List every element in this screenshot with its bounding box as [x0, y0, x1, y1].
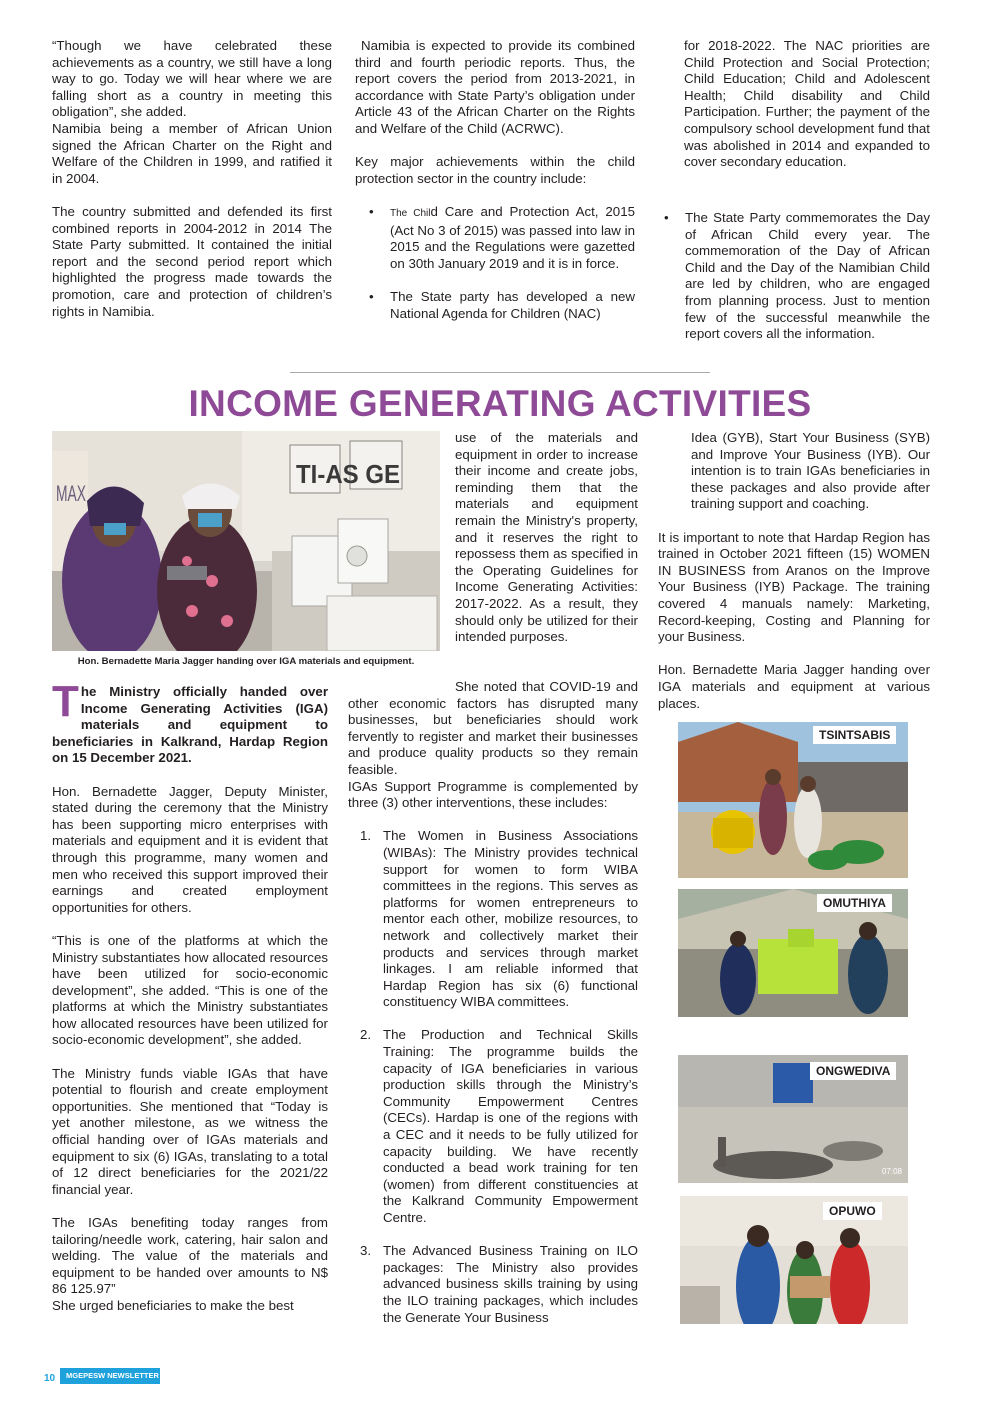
achievements-list [355, 204, 635, 322]
main-photo [52, 431, 440, 651]
location-label: OPUWO [823, 1202, 882, 1220]
photo-tsintsabis [678, 722, 908, 878]
article-column-2 [348, 679, 638, 1326]
headline: INCOME GENERATING ACTIVITIES [188, 383, 812, 424]
location-label: OMUTHIYA [817, 894, 892, 912]
paragraph: “Though we have celebrated these achievements as a country, we still have a long way to go. Today we will hear where we are falling short as a country in meeting this obligation”, she added. [52, 38, 332, 120]
paragraph: for 2018-2022. The NAC priorities are Child Protection and Social Protection; Child Education; Child and Adolescent Health; Child disability and Child Participation. Further; the payment of the compulsory school development fund that was abolished in 2014 and expanded to cover secondary education. [684, 38, 930, 170]
top-column-2 [355, 38, 639, 322]
photo-illustration [678, 722, 908, 878]
top-column-1 [52, 38, 332, 320]
list-item-text: d Care and Protection Act, 2015 (Act No 3 of 2015) was passed into law in 2015 and the Regulations were gazetted on 30th January 2019 and it is in force. [390, 203, 635, 271]
list-item-text: The Production and Technical Skills Training: The programme builds the capacity of IGA beneficiaries in various production skills through the Ministry’s Community Empowerment Centres (CECs). Hardap is one of the regions with a CEC and it needs to be fully utilized for capacity building. We have recently conducted a bead work training for ten (women) from different constituencies at the Kalkrand Community Empowerment Centre. [383, 1027, 638, 1225]
paragraph: The Ministry funds viable IGAs that have potential to flourish and create employment opportunities. She mentioned that “Today is yet another milestone, as we witness the official handing over of IGAs materials and equipment to six (6) IGAs, translating to a total of 12 direct beneficiaries for the 2021/22 financial year. [52, 1065, 328, 1197]
list-item-small: The Chil [390, 207, 431, 219]
paragraph: Key major achievements within the child protection sector in the country include: [355, 154, 635, 186]
list-item [348, 1027, 638, 1226]
page-number: 10 [44, 1373, 56, 1384]
list-item [355, 289, 635, 322]
divider [290, 372, 710, 373]
list-item: • The State Party commemorates the Day of African Child every year. The commemoration of the Day of African Child and the Day of the Namibian Child are led by children, who are engaged from planning process. Just to mention few of the successful meanwhile the report covers all the information. [650, 210, 930, 343]
wall-letters: MAX [56, 481, 87, 506]
list-item [348, 1243, 638, 1326]
top-column-3 [684, 38, 930, 171]
newsletter-badge: MGEPESW NEWSLETTER [60, 1368, 160, 1384]
paragraph: Hon. Bernadette Jagger, Deputy Minister, stated during the ceremony that the Ministry has been supporting micro enterprises with materials and equipment and it is evident that through this programme, many women and men who received this support improved their earnings and created employment opportunities for others. [52, 783, 328, 915]
paragraph: It is important to note that Hardap Region has trained in October 2021 fifteen (15) WOMEN IN BUSINESS from Aranos on the Improve Your Business (IYB) Package. The training covered 4 manuals namely: Marketing, Record-keeping, Costing and Planning for your Business. [658, 529, 930, 645]
list-item-text: The State party has developed a new National Agenda for Children (NAC) [390, 288, 635, 321]
list-number: 2. [360, 1027, 372, 1043]
list-item-text: The Women in Business Associations (WIBAs): The Ministry provides technical support for women to form WIBA committees in the regions. This serves as platforms for women entrepreneurs to mentor each other, mobilize resources, to network and collectively market their products and services through market linkages. I am reliable informed that Hardap Region has six (6) functional constituency WIBA committees. [383, 828, 638, 1010]
paragraph: IGAs Support Programme is complemented by three (3) other interventions, these includes: [348, 778, 638, 811]
top-column-3-bullets [650, 210, 930, 343]
location-label: TSINTSABIS [813, 726, 896, 744]
paragraph: Hon. Bernadette Maria Jagger handing over IGA materials and equipment at various places. [658, 662, 930, 711]
paragraph: Namibia being a member of African Union signed the African Charter on the Right and Welfare of the Children in 1999, and ratified it in 2004. [52, 120, 332, 186]
article-column-2-top [455, 430, 638, 646]
paragraph: Idea (GYB), Start Your Business (SYB) and Improve Your Business (IYB). Our intention is to train IGAs beneficiaries in these packages and also provide after training support and coaching. [691, 430, 930, 512]
paragraph: use of the materials and equipment in order to increase their income and create jobs, reminding them that the materials and equipment remain the Ministry's property, and it reserves the right to repossess them as specified in the Operating Guidelines for Income Generating Activities: 2017-2022. As a result, they should only be utilized for their intended purposes. [455, 430, 638, 645]
main-photo-illustration [52, 431, 440, 651]
location-label: ONGWEDIVA [810, 1062, 896, 1080]
list-item-text: The Advanced Business Training on ILO packages: The Ministry also provides advanced business skills training by using the ILO training packages, which includes the Generate Your Business [383, 1243, 638, 1325]
photo-timestamp: 07:08 [881, 1167, 902, 1176]
paragraph: Namibia is expected to provide its combined third and fourth periodic reports. Thus, the report covers the period from 2013-2021, in accordance with State Party’s obligation under Article 43 of the African Charter on the Rights and Welfare of the Child (ACRWC). [355, 38, 639, 136]
list-item [355, 204, 635, 272]
lead-text: he Ministry officially handed over Income Generating Activities (IGA) materials and equipment to beneficiaries in Kalkrand, Hardap Region on 15 December 2021. [52, 684, 328, 766]
list-item [348, 828, 638, 1011]
sign-letters: TI-AS GE [296, 459, 400, 489]
paragraph: The country submitted and defended its first combined reports in 2004-2012 in 2014 The State Party submitted. It contained the initial report and the second period report which highlighted the progress made towards the promotion, care and protection of children’s rights in Namibia. [52, 203, 332, 319]
achievements-list-2 [650, 210, 930, 343]
list-number: 1. [360, 828, 372, 844]
article-column-1 [52, 677, 328, 1315]
interventions-list [348, 828, 638, 1326]
article-lead [52, 677, 328, 767]
article-column-3 [658, 430, 930, 712]
paragraph: “This is one of the platforms at which the Ministry substantiates how allocated resources have been utilized for socio-economic development”, she added. “This is one of the platforms at which the Ministry substantiates how allocated resources have been utilized for socio-economic development”, she added. [52, 932, 328, 1048]
paragraph: She urged beneficiaries to make the best [52, 1297, 294, 1313]
drop-cap: T [52, 677, 79, 726]
paragraph: The IGAs benefiting today ranges from tailoring/needle work, catering, hair salon and welding. The value of the materials and equipment to be handed over amounts to N$ 86 125.97” [52, 1215, 328, 1297]
list-number: 3. [360, 1243, 372, 1259]
main-photo-caption: Hon. Bernadette Maria Jagger handing over IGA materials and equipment. [77, 656, 415, 667]
paragraph: She noted that COVID-19 and other economic factors has disrupted many businesses, but beneficiaries should work fervently to register and market their businesses and produce quality products so they remain feasible. [348, 679, 638, 777]
